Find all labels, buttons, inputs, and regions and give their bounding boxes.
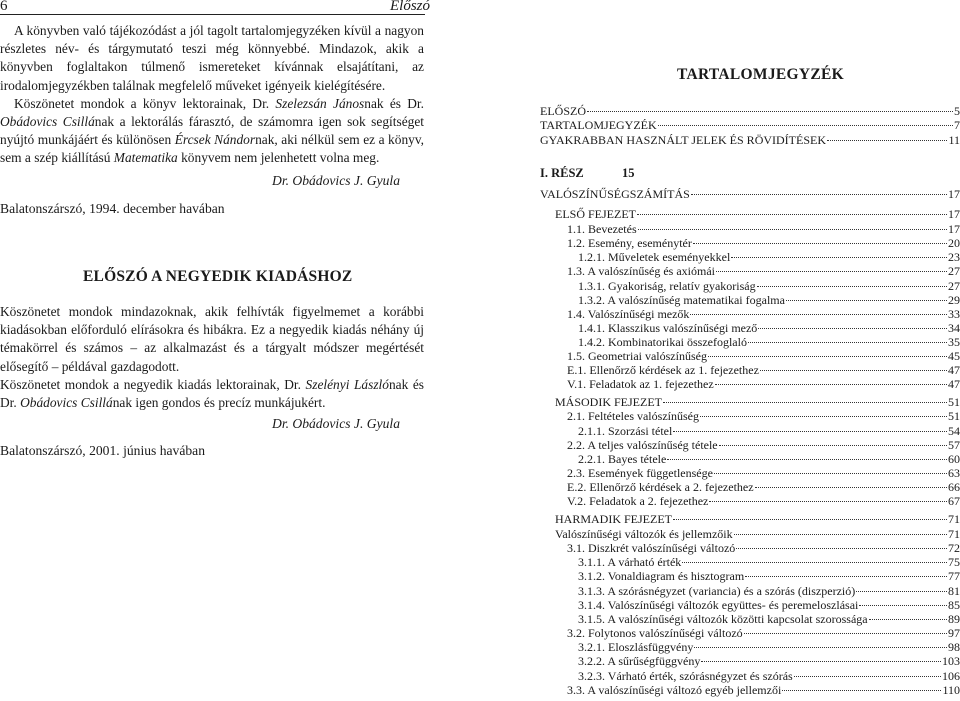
toc-entry-page: 11 bbox=[948, 133, 960, 147]
toc-entry-page: 34 bbox=[948, 321, 960, 335]
toc-entry-title: 3.2.2. A sűrűségfüggvény bbox=[578, 654, 701, 668]
toc-entry-title: 3.1.5. A valószínűségi változók közötti kapcsolat szorossága bbox=[578, 612, 868, 626]
toc-entry-page: 45 bbox=[948, 349, 960, 363]
toc-entry bbox=[578, 598, 960, 612]
toc-entry bbox=[540, 118, 960, 132]
toc-entry-page: 103 bbox=[942, 654, 960, 668]
fourth-edition-paragraph-1: Köszönetet mondok mindazoknak, akik felhívták figyelmemet a korábbi kiadásokban előforduló elírásokra és hibákra. Ez a negyedik kiadás néhány új témakörrel és számos – az alkalmazást és a tárgyalt módszer megértését elősegítő – példával gazdagodott. bbox=[0, 304, 424, 374]
toc-entry bbox=[567, 363, 960, 377]
running-head: Előszó bbox=[390, 0, 431, 14]
toc-dot-leader bbox=[757, 286, 947, 287]
toc-entry-page: 67 bbox=[948, 494, 960, 508]
toc-entry-title: ELSŐ FEJEZET bbox=[555, 207, 636, 221]
toc-entry-title: 1.4. Valószínűségi mezők bbox=[567, 307, 690, 321]
preface-text bbox=[0, 22, 424, 168]
toc-entry bbox=[540, 104, 960, 118]
toc-dot-leader bbox=[782, 690, 941, 691]
toc-entry-page: 51 bbox=[948, 395, 960, 409]
toc-entry-page: 98 bbox=[948, 640, 960, 654]
toc-entry-page: 106 bbox=[942, 669, 960, 683]
toc-entry-page: 51 bbox=[948, 409, 960, 423]
toc-dot-leader bbox=[714, 473, 947, 474]
place-date-1: Balatonszárszó, 1994. december havában bbox=[0, 201, 225, 216]
left-page bbox=[0, 0, 470, 701]
toc-entry-title: 1.5. Geometriai valószínűség bbox=[567, 349, 707, 363]
toc-entry bbox=[567, 494, 960, 508]
toc-entry-page: 75 bbox=[948, 555, 960, 569]
part-page: 15 bbox=[622, 166, 635, 180]
toc-entry-title: 3.1. Diszkrét valószínűségi változó bbox=[567, 541, 736, 555]
toc-entry-page: 27 bbox=[948, 264, 960, 278]
toc-entry-page: 97 bbox=[948, 626, 960, 640]
toc-dot-leader bbox=[663, 402, 947, 403]
toc-entry bbox=[578, 555, 960, 569]
toc-entry-title: ELŐSZÓ bbox=[540, 104, 586, 118]
toc-entry-page: 60 bbox=[948, 452, 960, 466]
toc-entry bbox=[567, 222, 960, 236]
toc-entry-page: 17 bbox=[948, 207, 960, 221]
toc-entry bbox=[567, 377, 960, 391]
toc-entry-page: 35 bbox=[948, 335, 960, 349]
toc-dot-leader bbox=[786, 300, 947, 301]
toc-entry-page: 29 bbox=[948, 293, 960, 307]
toc-entry-title: Valószínűségi változók és jellemzőik bbox=[555, 527, 733, 541]
toc-entry bbox=[540, 133, 960, 147]
preface-paragraph-1: A könyvben való tájékozódást a jól tagolt tartalomjegyzéken kívül a nagyon részletes név- és tárgymutató teszi még könnyebbé. Mindazok, akik a könyvben foglaltakon túlmenő ismereteket kívánnak elsajátítani, az irodalomjegyzékben találnak megfelelő műveket igényeik kielégítésére. bbox=[0, 23, 424, 93]
toc-entry-page: 20 bbox=[948, 236, 960, 250]
toc-dot-leader bbox=[709, 501, 947, 502]
toc-entry-title: 3.2.1. Eloszlásfüggvény bbox=[578, 640, 694, 654]
toc-entry bbox=[578, 321, 960, 335]
toc-entry bbox=[567, 480, 960, 494]
toc-entry bbox=[578, 452, 960, 466]
toc-entry-title: 2.1. Feltételes valószínűség bbox=[567, 409, 699, 423]
toc-dot-leader bbox=[658, 125, 953, 126]
header-rule bbox=[0, 14, 425, 15]
toc-dot-leader bbox=[869, 619, 947, 620]
toc-entry bbox=[578, 640, 960, 654]
toc-entry bbox=[567, 264, 960, 278]
toc-entry bbox=[578, 279, 960, 293]
toc-entry bbox=[578, 424, 960, 438]
toc-dot-leader bbox=[673, 519, 947, 520]
toc-dot-leader bbox=[691, 194, 947, 195]
toc-entry bbox=[567, 307, 960, 321]
toc-entry-title: 2.2. A teljes valószínűség tétele bbox=[567, 438, 718, 452]
toc-entry-page: 63 bbox=[948, 466, 960, 480]
toc-entry bbox=[540, 187, 960, 201]
toc-entry-page: 85 bbox=[948, 598, 960, 612]
fourth-edition-text bbox=[0, 303, 424, 412]
toc-dot-leader bbox=[638, 229, 947, 230]
toc-entry bbox=[578, 250, 960, 264]
toc-entry bbox=[555, 527, 960, 541]
toc-dot-leader bbox=[701, 661, 941, 662]
toc-entry bbox=[555, 395, 960, 409]
toc-dot-leader bbox=[715, 384, 947, 385]
toc-entry-page: 7 bbox=[954, 118, 960, 132]
toc-entry bbox=[567, 626, 960, 640]
toc-entry bbox=[578, 335, 960, 349]
toc-entry-title: E.1. Ellenőrző kérdések az 1. fejezethez bbox=[567, 363, 759, 377]
toc-dot-leader bbox=[755, 487, 947, 488]
toc-dot-leader bbox=[587, 111, 953, 112]
fourth-edition-paragraph-2: Köszönetet mondok a negyedik kiadás lektorainak, Dr. Szelényi Lászlónak és Dr. Obádovics Csillának igen gondos és precíz munkájukért. bbox=[0, 376, 424, 411]
toc-entry bbox=[567, 438, 960, 452]
toc-entry-page: 89 bbox=[948, 612, 960, 626]
toc-entry bbox=[567, 236, 960, 250]
toc-entry bbox=[567, 349, 960, 363]
toc-entry-title: 3.1.4. Valószínűségi változók együttes- és peremeloszlásai bbox=[578, 598, 859, 612]
toc-entry-title: VALÓSZÍNŰSÉGSZÁMÍTÁS bbox=[540, 187, 690, 201]
toc-dot-leader bbox=[856, 591, 947, 592]
toc-entry-title: GYAKRABBAN HASZNÁLT JELEK ÉS RÖVIDÍTÉSEK bbox=[540, 133, 827, 147]
preface-paragraph-2: Köszönetet mondok a könyv lektorainak, Dr. Szelezsán Jánosnak és Dr. Obádovics Csillának a lektorálás fárasztó, de számomra igen sok segítséget nyújtó munkájáért és különösen Ércsek Nándornak, aki nélkül sem ez a könyv, sem a szép kiállítású Matematika könyvem nem jelenhetett volna meg. bbox=[0, 95, 425, 166]
toc-dot-leader bbox=[667, 459, 947, 460]
toc-dot-leader bbox=[693, 243, 947, 244]
toc-dot-leader bbox=[708, 356, 947, 357]
toc-page bbox=[540, 0, 960, 701]
toc-dot-leader bbox=[719, 445, 947, 446]
toc-entry-title: 2.3. Események függetlensége bbox=[567, 466, 713, 480]
toc-dot-leader bbox=[745, 576, 947, 577]
toc-entry bbox=[555, 512, 960, 526]
toc-dot-leader bbox=[716, 271, 947, 272]
toc-dot-leader bbox=[859, 605, 947, 606]
toc-dot-leader bbox=[758, 328, 947, 329]
toc-dot-leader bbox=[794, 676, 941, 677]
toc-dot-leader bbox=[690, 314, 947, 315]
toc-entry-title: 1.1. Bevezetés bbox=[567, 222, 637, 236]
toc-entry-title: 2.1.1. Szorzási tétel bbox=[578, 424, 673, 438]
toc-entry-title: V.1. Feladatok az 1. fejezethez bbox=[567, 377, 714, 391]
toc-entry-page: 66 bbox=[948, 480, 960, 494]
toc-entry-page: 71 bbox=[948, 512, 960, 526]
page-number: 6 bbox=[0, 0, 8, 14]
toc-entry-title: 1.3. A valószínűség és axiómái bbox=[567, 264, 715, 278]
toc-dot-leader bbox=[731, 257, 947, 258]
signature-1: Dr. Obádovics J. Gyula bbox=[272, 173, 400, 188]
toc-dot-leader bbox=[827, 140, 947, 141]
toc-entry bbox=[578, 569, 960, 583]
toc-entry-title: V.2. Feladatok a 2. fejezethez bbox=[567, 494, 709, 508]
toc-entry bbox=[578, 612, 960, 626]
toc-title: TARTALOMJEGYZÉK bbox=[677, 66, 845, 83]
toc-entry-page: 72 bbox=[948, 541, 960, 555]
toc-entry bbox=[578, 654, 960, 668]
toc-entry-title: 3.2.3. Várható érték, szórásnégyzet és szórás bbox=[578, 669, 793, 683]
toc-dot-leader bbox=[700, 416, 947, 417]
toc-entry-title: 1.4.1. Klasszikus valószínűségi mező bbox=[578, 321, 758, 335]
toc-entry-title: 1.3.1. Gyakoriság, relatív gyakoriság bbox=[578, 279, 756, 293]
toc-entry-page: 110 bbox=[942, 683, 960, 697]
toc-entry-page: 47 bbox=[948, 363, 960, 377]
toc-entry-title: 1.2. Esemény, eseménytér bbox=[567, 236, 692, 250]
toc-entry bbox=[555, 207, 960, 221]
toc-entry bbox=[578, 293, 960, 307]
part-label: I. RÉSZ bbox=[540, 166, 584, 180]
toc-entry-title: 3.1.3. A szórásnégyzet (variancia) és a szórás (diszperzió) bbox=[578, 584, 856, 598]
toc-entry-page: 17 bbox=[948, 222, 960, 236]
toc-entry-title: HARMADIK FEJEZET bbox=[555, 512, 672, 526]
toc-dot-leader bbox=[682, 562, 947, 563]
toc-entry-page: 27 bbox=[948, 279, 960, 293]
toc-entry-title: 3.1.1. A várható érték bbox=[578, 555, 682, 569]
toc-dot-leader bbox=[744, 633, 947, 634]
toc-entry-title: 1.4.2. Kombinatorikai összefoglaló bbox=[578, 335, 747, 349]
toc-entry-title: 3.2. Folytonos valószínűségi változó bbox=[567, 626, 743, 640]
toc-entry bbox=[567, 683, 960, 697]
toc-entry-title: MÁSODIK FEJEZET bbox=[555, 395, 662, 409]
toc-dot-leader bbox=[748, 342, 947, 343]
toc-entry-page: 77 bbox=[948, 569, 960, 583]
toc-entry-title: TARTALOMJEGYZÉK bbox=[540, 118, 657, 132]
toc-entry-page: 5 bbox=[954, 104, 960, 118]
toc-entry-title: 3.3. A valószínűségi változó egyéb jellemzői bbox=[567, 683, 782, 697]
toc-entry-page: 33 bbox=[948, 307, 960, 321]
signature-2: Dr. Obádovics J. Gyula bbox=[272, 416, 400, 431]
toc-dot-leader bbox=[734, 534, 947, 535]
toc-entry-page: 47 bbox=[948, 377, 960, 391]
toc-entry bbox=[567, 541, 960, 555]
toc-entry-page: 23 bbox=[948, 250, 960, 264]
toc-entry bbox=[567, 409, 960, 423]
toc-entry-title: 1.3.2. A valószínűség matematikai fogalma bbox=[578, 293, 785, 307]
section-title: ELŐSZÓ A NEGYEDIK KIADÁSHOZ bbox=[83, 268, 353, 285]
toc-dot-leader bbox=[694, 647, 947, 648]
toc-entry-title: 1.2.1. Műveletek eseményekkel bbox=[578, 250, 731, 264]
place-date-2: Balatonszárszó, 2001. június havában bbox=[0, 443, 205, 458]
toc-entry bbox=[578, 669, 960, 683]
toc-entry-page: 81 bbox=[948, 584, 960, 598]
toc-entry-page: 54 bbox=[948, 424, 960, 438]
toc-dot-leader bbox=[736, 548, 947, 549]
toc-dot-leader bbox=[673, 431, 947, 432]
toc-entry-title: 2.2.1. Bayes tétele bbox=[578, 452, 667, 466]
toc-entry-title: E.2. Ellenőrző kérdések a 2. fejezethez bbox=[567, 480, 754, 494]
toc-dot-leader bbox=[760, 370, 947, 371]
toc-entry-page: 17 bbox=[948, 187, 960, 201]
toc-entry bbox=[567, 466, 960, 480]
toc-entry-title: 3.1.2. Vonaldiagram és hisztogram bbox=[578, 569, 745, 583]
toc-entry bbox=[578, 584, 960, 598]
toc-entry-page: 57 bbox=[948, 438, 960, 452]
toc-entry-page: 71 bbox=[948, 527, 960, 541]
toc-dot-leader bbox=[637, 214, 947, 215]
